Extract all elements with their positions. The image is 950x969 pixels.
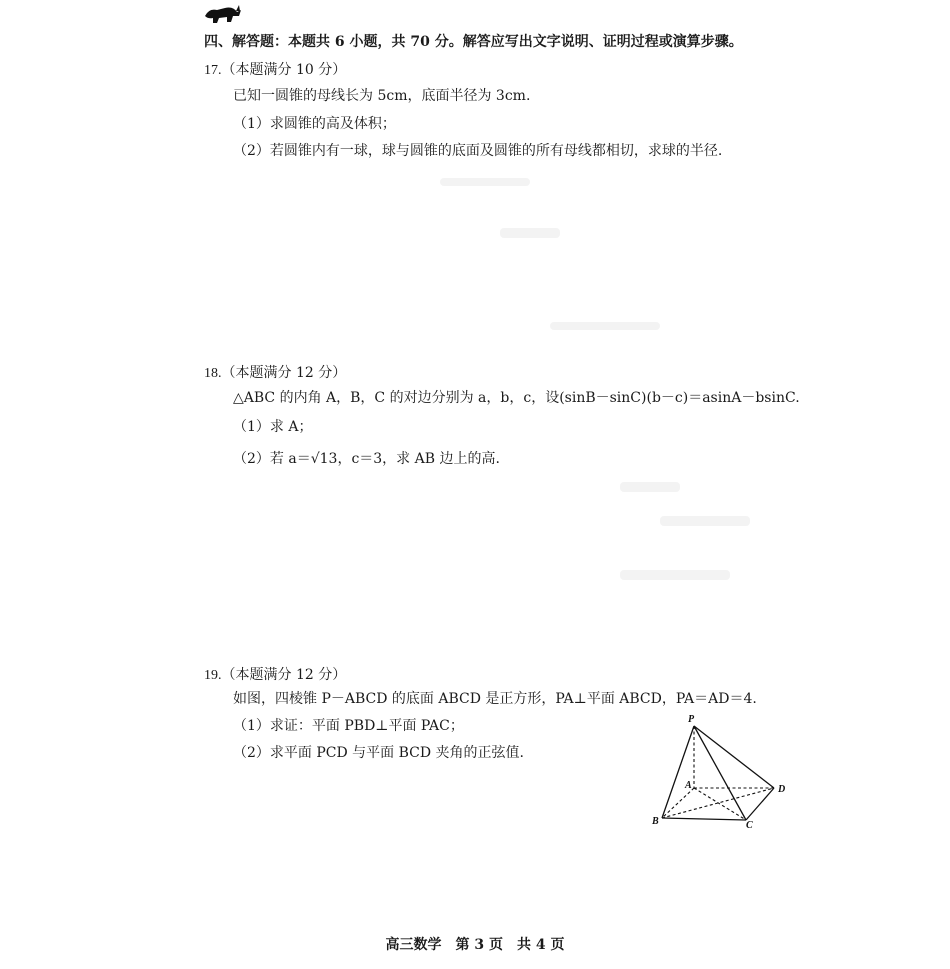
scan-smudge: [440, 178, 530, 186]
scan-smudge: [620, 570, 730, 580]
pyramid-figure: [648, 712, 798, 830]
edge-CD: [746, 788, 774, 820]
scan-smudge: [660, 516, 750, 526]
section-heading: 四、解答题：本题共 6 小题，共 70 分。解答应写出文字说明、证明过程或演算步骤。: [204, 34, 743, 50]
edge-PC: [694, 726, 746, 820]
question-19-part-1: （1）求证：平面 PBD⊥平面 PAC；: [233, 718, 464, 734]
question-17-stem: 已知一圆锥的母线长为 5cm，底面半径为 3cm.: [233, 88, 531, 104]
label-P: P: [688, 714, 695, 725]
question-19-header: [204, 666, 346, 685]
question-score: （本题满分 10 分）: [221, 62, 347, 78]
diagonal-AC: [694, 788, 746, 820]
question-18-part-2: （2）若 a＝√13，c＝3，求 AB 边上的高.: [233, 451, 500, 467]
question-18-header: [204, 364, 346, 383]
edge-PB: [662, 726, 694, 818]
edge-BC: [662, 818, 746, 820]
question-17-part-2: （2）若圆锥内有一球，球与圆锥的底面及圆锥的所有母线都相切，求球的半径.: [233, 143, 723, 159]
question-17-header: [204, 61, 346, 80]
question-18-part-1: （1）求 A；: [233, 419, 313, 435]
label-B: B: [652, 816, 659, 827]
question-19-stem: 如图，四棱锥 P－ABCD 的底面 ABCD 是正方形，PA⊥平面 ABCD，PA＝AD＝4.: [233, 691, 757, 707]
label-D: D: [778, 784, 786, 795]
scan-smudge: [620, 482, 680, 492]
scan-smudge: [500, 228, 560, 238]
label-A: A: [685, 780, 692, 791]
diagonal-BD: [662, 788, 774, 818]
question-19-part-2: （2）求平面 PCD 与平面 BCD 夹角的正弦值.: [233, 745, 524, 761]
question-score: （本题满分 12 分）: [221, 365, 347, 381]
question-number: 17.: [204, 63, 222, 78]
label-C: C: [746, 820, 753, 830]
edge-PD: [694, 726, 774, 788]
scan-smudge: [550, 322, 660, 330]
question-score: （本题满分 12 分）: [221, 667, 347, 683]
question-17-part-1: （1）求圆锥的高及体积；: [233, 116, 396, 132]
question-18-stem: △ABC 的内角 A，B，C 的对边分别为 a，b，c，设(sinB－sinC)(b－c)＝asinA－bsinC.: [233, 390, 800, 406]
bull-logo-icon: [203, 2, 243, 24]
page-footer: 高三数学 第 3 页 共 4 页: [385, 937, 565, 953]
question-number: 18.: [204, 366, 222, 381]
question-number: 19.: [204, 668, 222, 683]
